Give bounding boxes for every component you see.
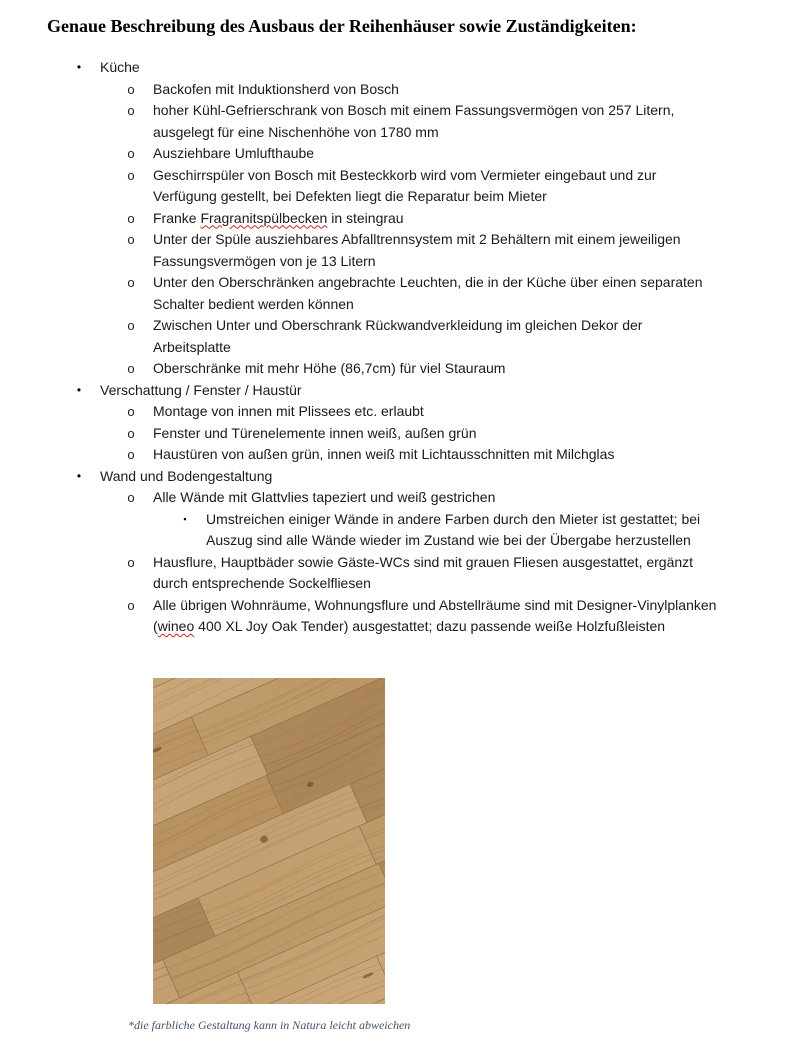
list-item — [127, 358, 720, 380]
section-label: Küche — [100, 59, 140, 75]
bullet-level1: • — [76, 468, 82, 483]
sub-list-wand-boden — [127, 487, 720, 638]
wood-floor-image — [153, 678, 385, 1004]
list-item — [127, 401, 720, 423]
item-text: Montage von innen mit Plissees etc. erlaubt — [153, 403, 424, 419]
item-text-pre: Franke — [153, 209, 201, 226]
bullet-level1: • — [76, 382, 82, 397]
main-bullet-list — [76, 57, 720, 638]
sub-sub-list — [183, 509, 720, 552]
bullet-level2: o — [127, 404, 135, 419]
bullet-level2: o — [127, 81, 135, 97]
list-item — [127, 229, 720, 272]
bullet-level2: o — [127, 554, 135, 570]
section-verschattung — [76, 380, 720, 466]
item-text: Ausziehbare Umlufthaube — [153, 145, 315, 161]
bullet-level2: o — [127, 425, 135, 441]
list-item — [127, 272, 720, 315]
bullet-level2: o — [127, 447, 135, 462]
bullet-level2: o — [127, 361, 135, 376]
wood-planks — [153, 678, 385, 1004]
bullet-level1: • — [76, 60, 82, 74]
bullet-level2: o — [127, 146, 135, 161]
item-text-post: 400 XL Joy Oak Tender) ausgestattet; dazu passende weiße Holzfußleisten — [194, 618, 666, 634]
section-label: Wand und Bodengestaltung — [100, 467, 273, 484]
item-text: Umstreichen einiger Wände in andere Farben durch den Mieter ist gestattet; bei Auszug sind alle Wände wieder im Zustand wie bei der Übergabe herzustellen — [206, 510, 701, 548]
list-item — [127, 423, 720, 445]
list-item — [127, 444, 720, 466]
item-text: Alle Wände mit Glattvlies tapeziert und weiß gestrichen — [153, 489, 496, 505]
item-text: Haustüren von außen grün, innen weiß mit Lichtausschnitten mit Milchglas — [153, 446, 615, 462]
item-text: Unter den Oberschränken angebrachte Leuchten, die in der Küche über einen separaten Schalter bedient werden können — [153, 274, 703, 312]
section-kueche — [76, 57, 720, 380]
sub-list-kueche — [127, 79, 720, 380]
image-caption: *die farbliche Gestaltung kann in Natura leicht abweichen — [128, 1018, 411, 1032]
bullet-level3: ▪ — [183, 513, 187, 524]
bullet-level2: o — [127, 103, 135, 118]
bullet-level2: o — [127, 232, 135, 247]
item-text-pre: Alle übrigen Wohnräume, Wohnungsflure und Abstellräume sind mit Designer-Vinylplanken ( — [153, 596, 717, 634]
bullet-level2: o — [127, 275, 135, 290]
bullet-level2: o — [127, 167, 135, 183]
item-text-post: in steingrau — [327, 209, 404, 226]
item-text: Oberschränke mit mehr Höhe (86,7cm) für viel Stauraum — [153, 360, 506, 376]
list-item — [127, 595, 720, 638]
item-text: Zwischen Unter und Oberschrank Rückwandverkleidung im gleichen Dekor der Arbeitsplatte — [153, 317, 643, 355]
list-item — [127, 143, 720, 165]
bullet-level2: o — [127, 490, 135, 505]
bullet-level2: o — [127, 597, 135, 613]
list-item — [127, 208, 720, 230]
list-item — [183, 509, 720, 552]
vinyl-plank-floor-photo — [153, 678, 385, 1004]
item-text: Fenster und Türenelemente innen weiß, außen grün — [153, 424, 477, 441]
list-item — [127, 552, 720, 595]
list-item — [127, 100, 720, 143]
item-text: Unter der Spüle ausziehbares Abfalltrennsystem mit 2 Behältern mit einem jeweiligen Fassungsvermögen von je 13 Litern — [153, 231, 681, 269]
item-text: Geschirrspüler von Bosch mit Besteckkorb wird vom Vermieter eingebaut und zur Verfügung gestellt, bei Defekten liegt die Reparatur beim Mieter — [153, 166, 657, 204]
bullet-level2: o — [127, 210, 135, 226]
bullet-level2: o — [127, 318, 135, 333]
item-text: Hausflure, Hauptbäder sowie Gäste-WCs sind mit grauen Fliesen ausgestattet, ergänzt durch entsprechende Sockelfliesen — [153, 553, 694, 591]
list-item — [127, 487, 720, 552]
sub-list-verschattung — [127, 401, 720, 466]
item-text: hoher Kühl-Gefrierschrank von Bosch mit einem Fassungsvermögen von 257 Litern, ausgelegt für eine Nischenhöhe von 1780 mm — [153, 102, 675, 140]
spellcheck-marked-word: Fragranitspülbecken — [200, 209, 328, 226]
document-title: Genaue Beschreibung des Ausbaus der Reihenhäuser sowie Zuständigkeiten: — [47, 16, 637, 36]
spellcheck-marked-word: wineo — [157, 618, 195, 634]
section-wand-boden — [76, 466, 720, 638]
list-item — [127, 165, 720, 208]
item-text: Backofen mit Induktionsherd von Bosch — [153, 80, 399, 97]
list-item — [127, 315, 720, 358]
section-label: Verschattung / Fenster / Haustür — [100, 381, 302, 398]
list-item — [127, 79, 720, 101]
